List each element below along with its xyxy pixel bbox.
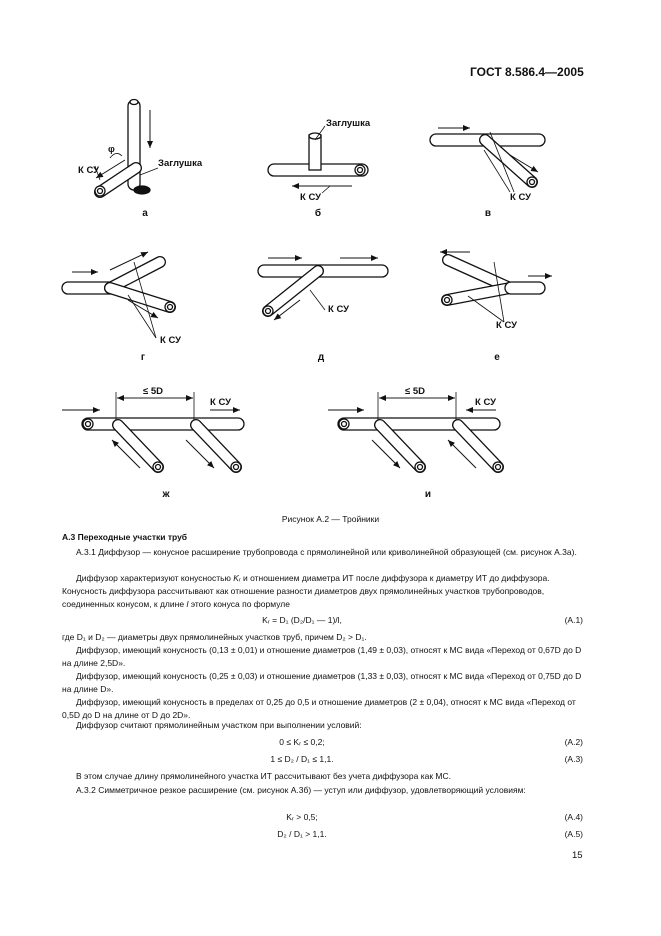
label-plug-b: Заглушка xyxy=(326,118,371,129)
equation-a1-number: (А.1) xyxy=(564,615,583,625)
label-ksu-b: К СУ xyxy=(300,192,322,203)
tee-a xyxy=(95,100,150,197)
equation-a5-number: (А.5) xyxy=(564,829,583,839)
p2-part-b: и отношением диаметра ИТ после диффузора к диаметру ИТ до диффузора. Конусность диффузора рассчитывают как отношение разности диаметров двух прямолинейных участков трубопроводов, соединенных конусом, к длине xyxy=(62,573,550,609)
subfig-label-f: е xyxy=(494,352,500,363)
equation-a3: 1 ≤ D₂ / D₁ ≤ 1,1. xyxy=(270,754,334,764)
label-ksu-g: К СУ xyxy=(210,397,232,408)
tee-c xyxy=(430,134,545,187)
label-plug-a: Заглушка xyxy=(158,158,203,169)
equation-a2: 0 ≤ Kᵣ ≤ 0,2; xyxy=(279,737,325,747)
label-ksu-c: К СУ xyxy=(510,192,532,203)
p2-part-a: Диффузор характеризуют конусностью xyxy=(76,573,231,583)
paragraph-diffuser-2: Диффузор, имеющий конусность (0,25 ± 0,03) и отношение диаметров (1,33 ± 0,03), относят к МС вида «Переход от 0,75D до D на длине D». xyxy=(62,671,582,694)
paragraph-a31: А.3.1 Диффузор — конусное расширение трубопровода с прямолинейной или криволинейной образующей (см. рисунок А.3а). xyxy=(76,547,577,557)
paragraph-conditions: Диффузор считают прямолинейным участком при выполнении условий: xyxy=(76,720,362,730)
label-ksu-f: К СУ xyxy=(496,320,518,331)
tee-d xyxy=(62,262,175,312)
paragraph-where: где D₁ и D₂ — диаметры двух прямолинейных участков труб, причем D₂ > D₁. xyxy=(62,632,367,642)
tee-i xyxy=(338,418,503,472)
var-kr: Kᵣ xyxy=(233,573,241,583)
equation-a5: D₂ / D₁ > 1,1. xyxy=(277,829,327,839)
tee-f xyxy=(442,260,545,305)
document-code: ГОСТ 8.586.4—2005 xyxy=(470,65,584,79)
equation-a4: Kᵣ > 0,5; xyxy=(286,812,318,822)
subfig-label-a: а xyxy=(142,208,148,219)
subfig-label-d: г xyxy=(140,352,146,363)
label-spacing-i: ≤ 5D xyxy=(405,386,425,397)
equation-a2-number: (А.2) xyxy=(564,737,583,747)
tee-b xyxy=(268,133,368,176)
equation-a3-number: (А.3) xyxy=(564,754,583,764)
label-phi: φ xyxy=(108,144,115,155)
equation-a1: Kᵣ = D₁ (D₂/D₁ — 1)/l, xyxy=(262,615,342,625)
tee-g xyxy=(82,418,244,472)
subfig-label-i: и xyxy=(424,489,432,500)
p2-part-c: этого конуса по формуле xyxy=(190,599,290,609)
tee-e xyxy=(258,265,388,316)
label-ksu-i: К СУ xyxy=(475,397,497,408)
paragraph-a32: А.3.2 Симметричное резкое расширение (см. рисунок А.3б) — уступ или диффузор, удовлетворяющий условиям: xyxy=(76,785,526,795)
paragraph-diffuser-def xyxy=(62,572,582,611)
label-spacing-g: ≤ 5D xyxy=(143,386,163,397)
var-l: l xyxy=(186,599,189,609)
paragraph-diffuser-1: Диффузор, имеющий конусность (0,13 ± 0,01) и отношение диаметров (1,49 ± 0,03), относят к МС вида «Переход от 0,67D до D на длине 2,5D». xyxy=(62,645,582,668)
label-ksu-d: К СУ xyxy=(160,335,182,346)
subfig-label-g: ж xyxy=(162,489,170,500)
section-heading: А.3 Переходные участки труб xyxy=(62,532,188,542)
page-number: 15 xyxy=(572,850,583,861)
equation-a4-number: (А.4) xyxy=(564,812,583,822)
subfig-label-b: б xyxy=(314,208,322,219)
label-ksu-e: К СУ xyxy=(328,304,350,315)
figure-caption: Рисунок А.2 — Тройники xyxy=(281,514,380,524)
paragraph-diffuser-3: Диффузор, имеющий конусность в пределах от 0,25 до 0,5 и отношение диаметров (2 ± 0,04), относят к МС вида «Переход от 0,5D до D на длине от D до 2D». xyxy=(62,697,576,720)
label-ksu-a: К СУ xyxy=(78,165,100,176)
paragraph-case: В этом случае длину прямолинейного участка ИТ рассчитывают без учета диффузора как МС. xyxy=(76,771,452,781)
subfig-label-e: д xyxy=(317,352,325,363)
subfig-label-c: в xyxy=(484,208,492,219)
